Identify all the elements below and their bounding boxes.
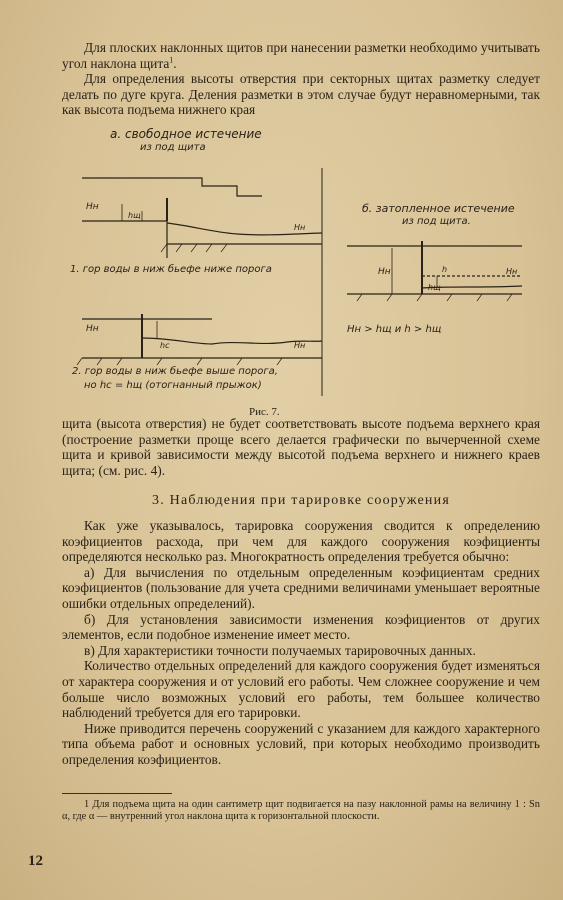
body-text bbox=[62, 518, 540, 768]
paragraph-count: Количество отдельных определений для каждого сооружения будет изменяться от характера сооружения и от условий его работы. Чем сложнее сооружение и чем больше число возможных условий его работы, тем большее количество наблюдений требуется для его тарировки. bbox=[62, 658, 540, 721]
paragraph-shields bbox=[62, 40, 540, 71]
label-a2-hc: hc bbox=[160, 341, 170, 350]
caption-a1: 1. гор воды в ниж бьефе ниже порога bbox=[70, 264, 272, 275]
footnote bbox=[62, 799, 540, 822]
paragraph-sector: Для определения высоты отверстия при секторных щитах разметку следует делать по дуге круга. Деления разметки в этом случае будут неравномерными, так как высота подъема нижнего края bbox=[62, 71, 540, 118]
paragraph-after-figure: щита (высота отверстия) не будет соответствовать высоте подъема верхнего края (построение разметки проще всего делается графически по вычерченной схеме щита и кривой зависимости между высотой подъема верхнего и нижнего краев щита; (см. рис. 4). bbox=[62, 416, 540, 478]
list-item-c: в) Для характеристики точности получаемых тарировочных данных. bbox=[84, 642, 476, 658]
label-a1-Hn: Hн bbox=[86, 202, 99, 212]
label-a-title: а. свободное истечение bbox=[110, 127, 262, 141]
list-item-b: б) Для установления зависимости изменения коэфициентов от других элементов, если подобное изменение имеет место. bbox=[62, 611, 540, 643]
label-b-title: б. затопленное истечение bbox=[362, 202, 515, 215]
page-number: 12 bbox=[28, 853, 43, 869]
footnote-rule bbox=[62, 793, 172, 794]
list-item-a: а) Для вычисления по отдельным определенным коэфициентам средних коэфициентов (пользование для учета средними величинами уменьшает вероятные ошибки отдельных определений). bbox=[62, 564, 540, 611]
footnote-text: 1 Для подъема щита на один сантиметр щит подвигается на пазу наклонной рамы на величину 1 : Sn α, где α — внутренний угол наклона щита к горизонтальной плоскости. bbox=[62, 799, 540, 822]
label-a2-Hn: Hн bbox=[86, 324, 99, 334]
section-heading: 3. Наблюдения при тарировке сооружения bbox=[152, 493, 450, 508]
label-b-relation: Hн > hщ и h > hщ bbox=[347, 324, 442, 335]
paragraph-shields-end: . bbox=[173, 55, 177, 71]
caption-a2-line2: но hc = hщ (отогнанный прыжок) bbox=[84, 380, 262, 391]
paragraph-calibration: Как уже указывалось, тарировка сооружения сводится к определению коэфициентов расхода, при чем для каждого сооружения коэфициенты определяются несколько раз. Многократность определения требуется обычно: bbox=[62, 518, 540, 565]
label-a1-Hn-tail: Hн bbox=[294, 223, 306, 232]
a1-hatch bbox=[161, 244, 227, 252]
label-b-title2: из под щита. bbox=[402, 216, 471, 227]
a2-hatch bbox=[77, 358, 282, 365]
figure-7-drawing bbox=[62, 126, 542, 416]
a1-stepped-line bbox=[82, 178, 262, 196]
after-figure-text bbox=[62, 416, 540, 478]
top-text bbox=[62, 40, 540, 118]
label-a1-hsh: hщ bbox=[128, 211, 141, 220]
figure-7 bbox=[62, 126, 542, 416]
label-b-hsh: hщ bbox=[428, 283, 441, 292]
paragraph-shields-text: Для плоских наклонных щитов при нанесении разметки необходимо учитывать угол наклона щита bbox=[62, 40, 540, 71]
label-a-title2: из под щита bbox=[140, 142, 206, 153]
caption-a2-line1: 2. гор воды в ниж бьефе выше порога, bbox=[72, 366, 278, 377]
paragraph-list-intro: Ниже приводится перечень сооружений с указанием для каждого характерного типа объема работ и основных условий, при которых необходимо производить определения коэфициентов. bbox=[62, 720, 540, 767]
label-a2-Hn-tail: Hн bbox=[294, 341, 306, 350]
b-hatch bbox=[357, 294, 512, 301]
a1-sill bbox=[82, 221, 322, 244]
label-b-Hn: Hн bbox=[378, 267, 391, 277]
footnote-ref: 1 bbox=[169, 55, 174, 65]
figure-caption: Рис. 7. bbox=[249, 406, 280, 416]
label-b-h: h bbox=[442, 265, 448, 274]
label-b-Hn-tail: Hн bbox=[506, 267, 518, 276]
